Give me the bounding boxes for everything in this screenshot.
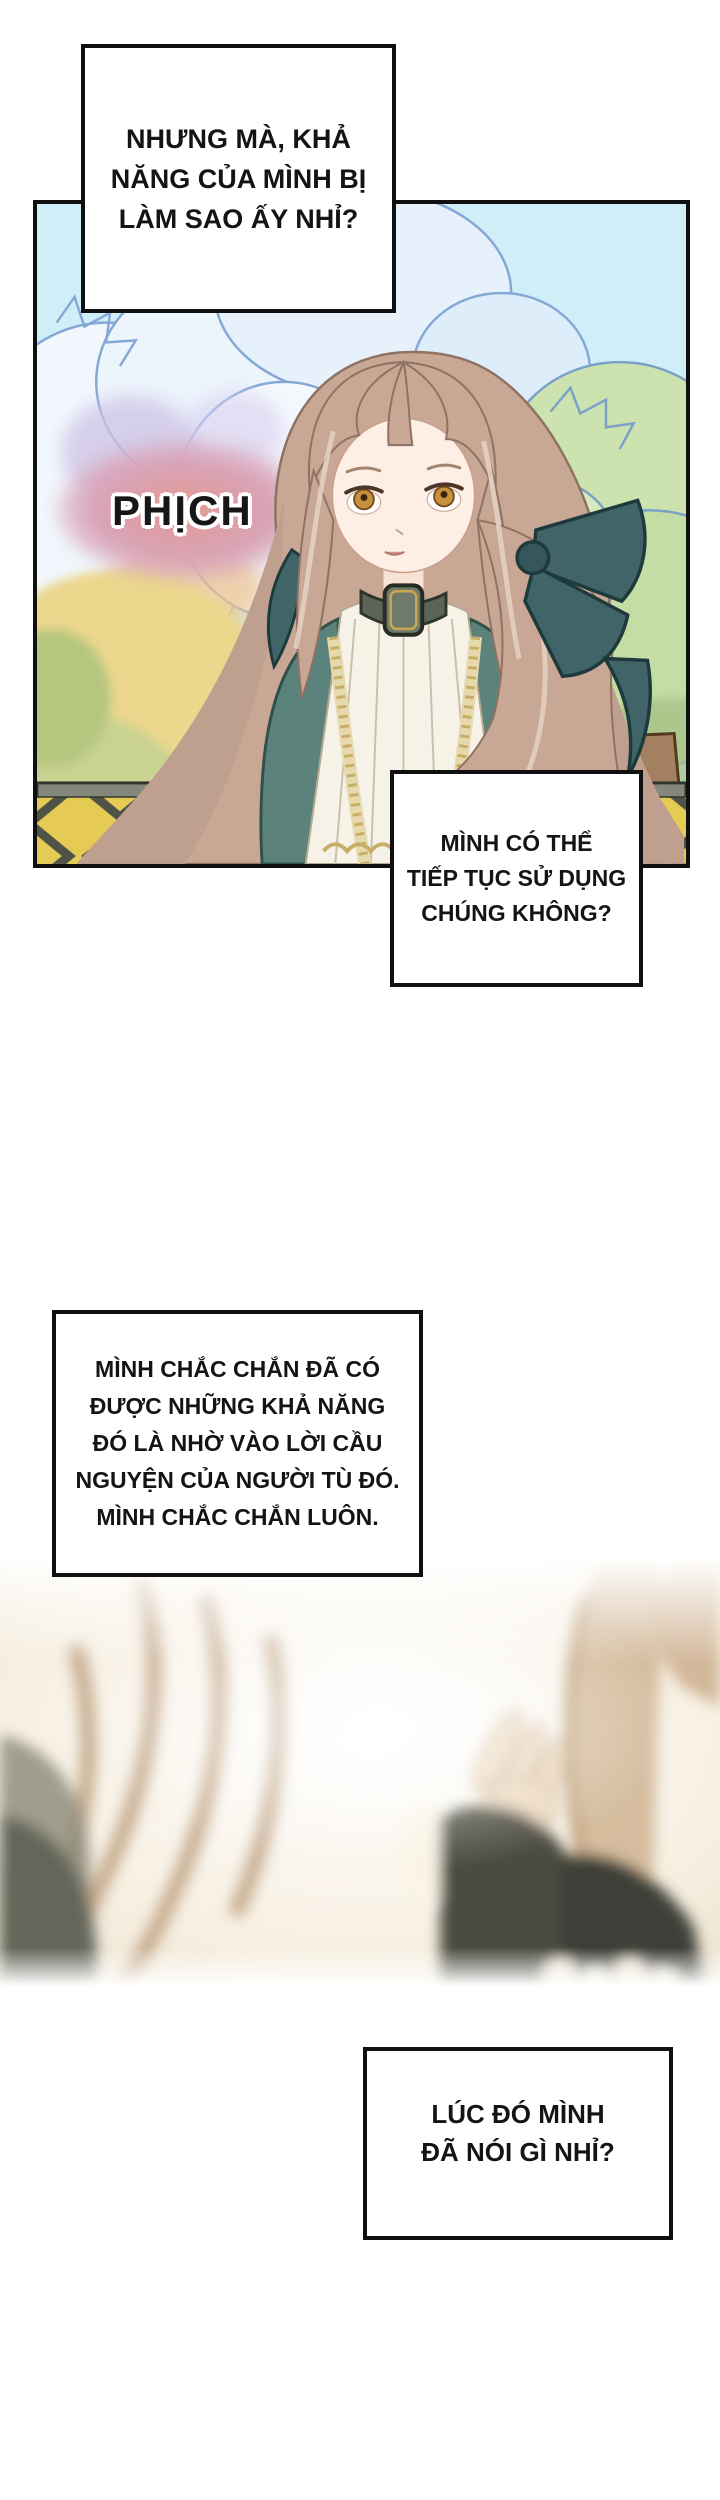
memory-artwork	[0, 1555, 720, 1987]
bubble-line: MÌNH CHẮC CHẮN ĐÃ CÓ	[95, 1356, 380, 1382]
memory-panel	[0, 1555, 720, 1987]
speech-bubble-2	[390, 770, 643, 987]
bubble-line: LÀM SAO ẤY NHỈ?	[118, 203, 359, 234]
bubble-line: CHÚNG KHÔNG?	[421, 900, 612, 926]
sfx-text: PHỊCH	[112, 487, 253, 534]
bubble-line: ĐÓ LÀ NHỜ VÀO LỜI CẦU	[92, 1430, 383, 1456]
bubble-line: ĐÃ NÓI GÌ NHỈ?	[421, 2137, 615, 2167]
speech-bubble-1	[81, 44, 396, 313]
bubble-line: MÌNH CÓ THỂ	[440, 830, 593, 856]
bubble-line: NGUYỆN CỦA NGƯỜI TÙ ĐÓ.	[75, 1467, 400, 1493]
bubble-line: MÌNH CHẮC CHẮN LUÔN.	[96, 1504, 379, 1530]
fade-bottom	[0, 1947, 720, 1987]
bubble-line: LÚC ĐÓ MÌNH	[431, 2099, 605, 2129]
bubble-line: TIẾP TỤC SỬ DỤNG	[406, 865, 627, 891]
speech-bubble-4	[363, 2047, 673, 2240]
bubble-line: ĐƯỢC NHỮNG KHẢ NĂNG	[89, 1393, 386, 1419]
speech-bubble-3	[52, 1310, 423, 1577]
mouth	[385, 552, 405, 555]
bubble-line: NHƯNG MÀ, KHẢ	[126, 123, 351, 154]
bubble-line: NĂNG CỦA MÌNH BỊ	[110, 163, 367, 194]
